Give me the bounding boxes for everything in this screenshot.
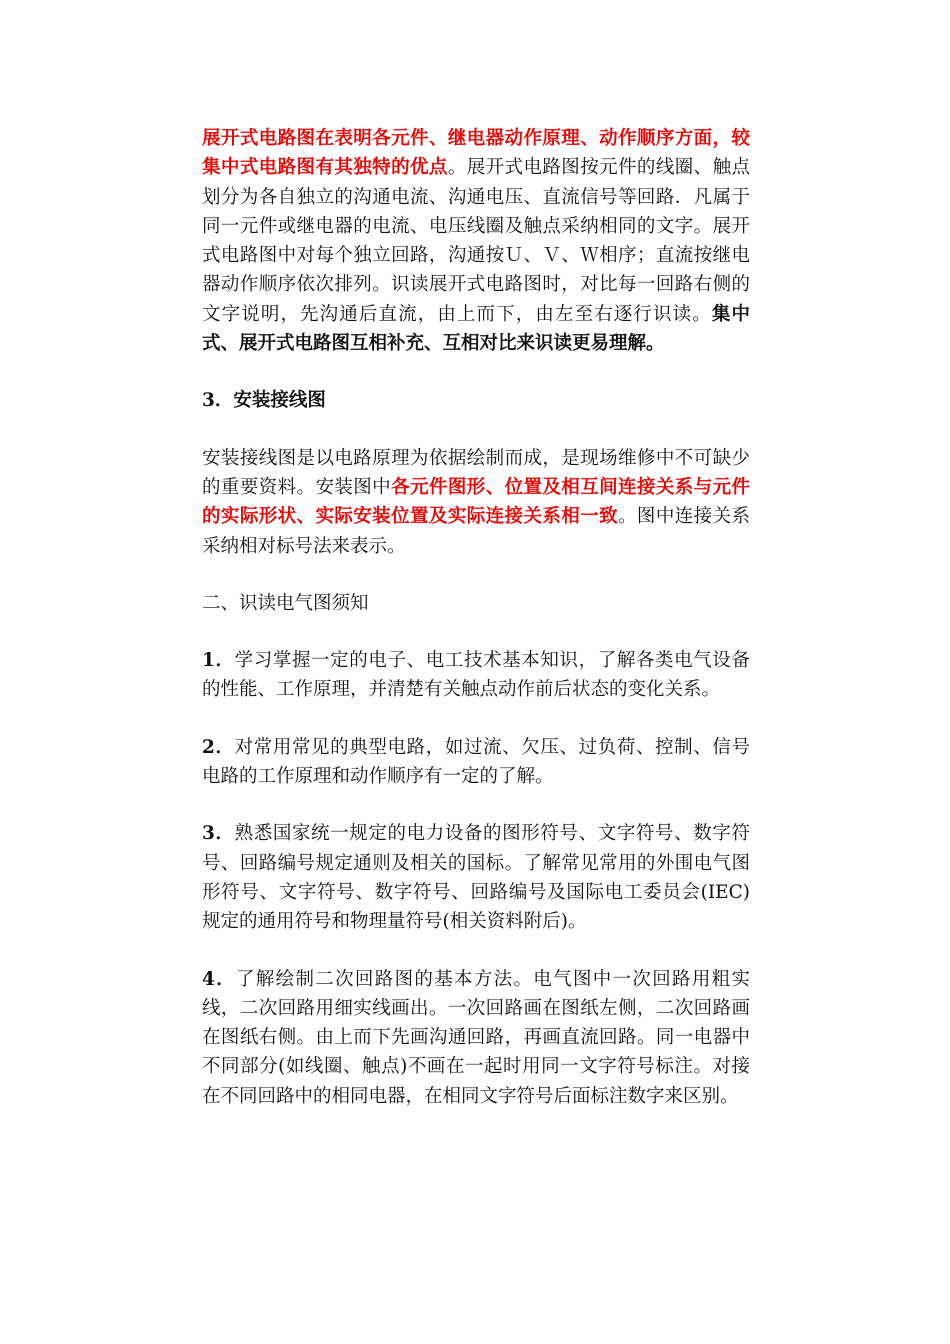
highlight-red-text: 各元件图形、位置及相互间连接关系与元件的实际形状、实际安装位置及实际连接关系相一致 <box>202 476 750 528</box>
list-item <box>202 965 750 1111</box>
item-number: 4． <box>202 968 237 990</box>
paragraph-wiring-diagram <box>202 444 750 561</box>
bold-conclusion-text: 集中式、展开式电路图互相补充、互相对比来识读更易理解。 <box>202 303 750 355</box>
document-body <box>202 124 750 1111</box>
item-number: 3． <box>202 823 235 845</box>
item-text: 对常用常见的典型电路，如过流、欠压、过负荷、控制、信号电路的工作原理和动作顺序有一定的了解。 <box>202 736 750 788</box>
item-text: 了解绘制二次回路图的基本方法。电气图中一次回路用粗实线，二次回路用细实线画出。一次回路画在图纸左侧，二次回路画在图纸右侧。由上而下先画沟通回路，再画直流回路。同一电器中不同部分(如线圈、触点)不画在一起时用同一文字符号标注。对接在不同回路中的相同电器，在相同文字符号后面标注数字来区别。 <box>202 968 750 1107</box>
item-text: 熟悉国家统一规定的电力设备的图形符号、文字符号、数字符号、回路编号规定通则及相关的国标。了解常见常用的外围电气图形符号、文字符号、数字符号、回路编号及国际电工委员会(IEC)规定的通用符号和物理量符号(相关资料附后)。 <box>202 823 750 933</box>
section-heading-reading-notes: 二、识读电气图须知 <box>202 592 369 614</box>
item-number: 2． <box>202 736 235 758</box>
paragraph-expanded-diagram <box>202 124 750 358</box>
body-text: 。展开式电路图按元件的线圈、触点划分为各自独立的沟通电流、沟通电压、直流信号等回路．凡属于同一元件或继电器的电流、电压线圈及触点采纳相同的文字。展开式电路图中对每个独立回路，沟通按Ｕ、Ｖ、Ｗ相序；直流按继电器动作顺序依次排列。识读展开式电路图时，对比每一回路右侧的文字说明，先沟通后直流，由上而下，由左至右逐行识读。 <box>202 157 750 325</box>
item-number: 1． <box>202 650 235 672</box>
body-text: 安装接线图是以电路原理为依据绘制而成，是现场维修中不可缺少的重要资料。安装图中 <box>202 447 750 498</box>
highlight-red-text: 展开式电路图在表明各元件、继电器动作原理、动作顺序方面， <box>202 128 732 149</box>
list-item <box>202 733 750 792</box>
list-item <box>202 819 750 936</box>
section-heading-wiring-diagram: 3．安装接线图 <box>202 390 326 412</box>
highlight-red-text-2: 较集中式电路图有其独特的优点 <box>202 128 750 179</box>
body-text-end: 。图中连接关系采纳相对标号法来表示。 <box>202 506 750 557</box>
list-item <box>202 646 750 705</box>
item-text: 学习掌握一定的电子、电工技术基本知识，了解各类电气设备的性能、工作原理，并清楚有关触点动作前后状态的变化关系。 <box>202 650 750 701</box>
